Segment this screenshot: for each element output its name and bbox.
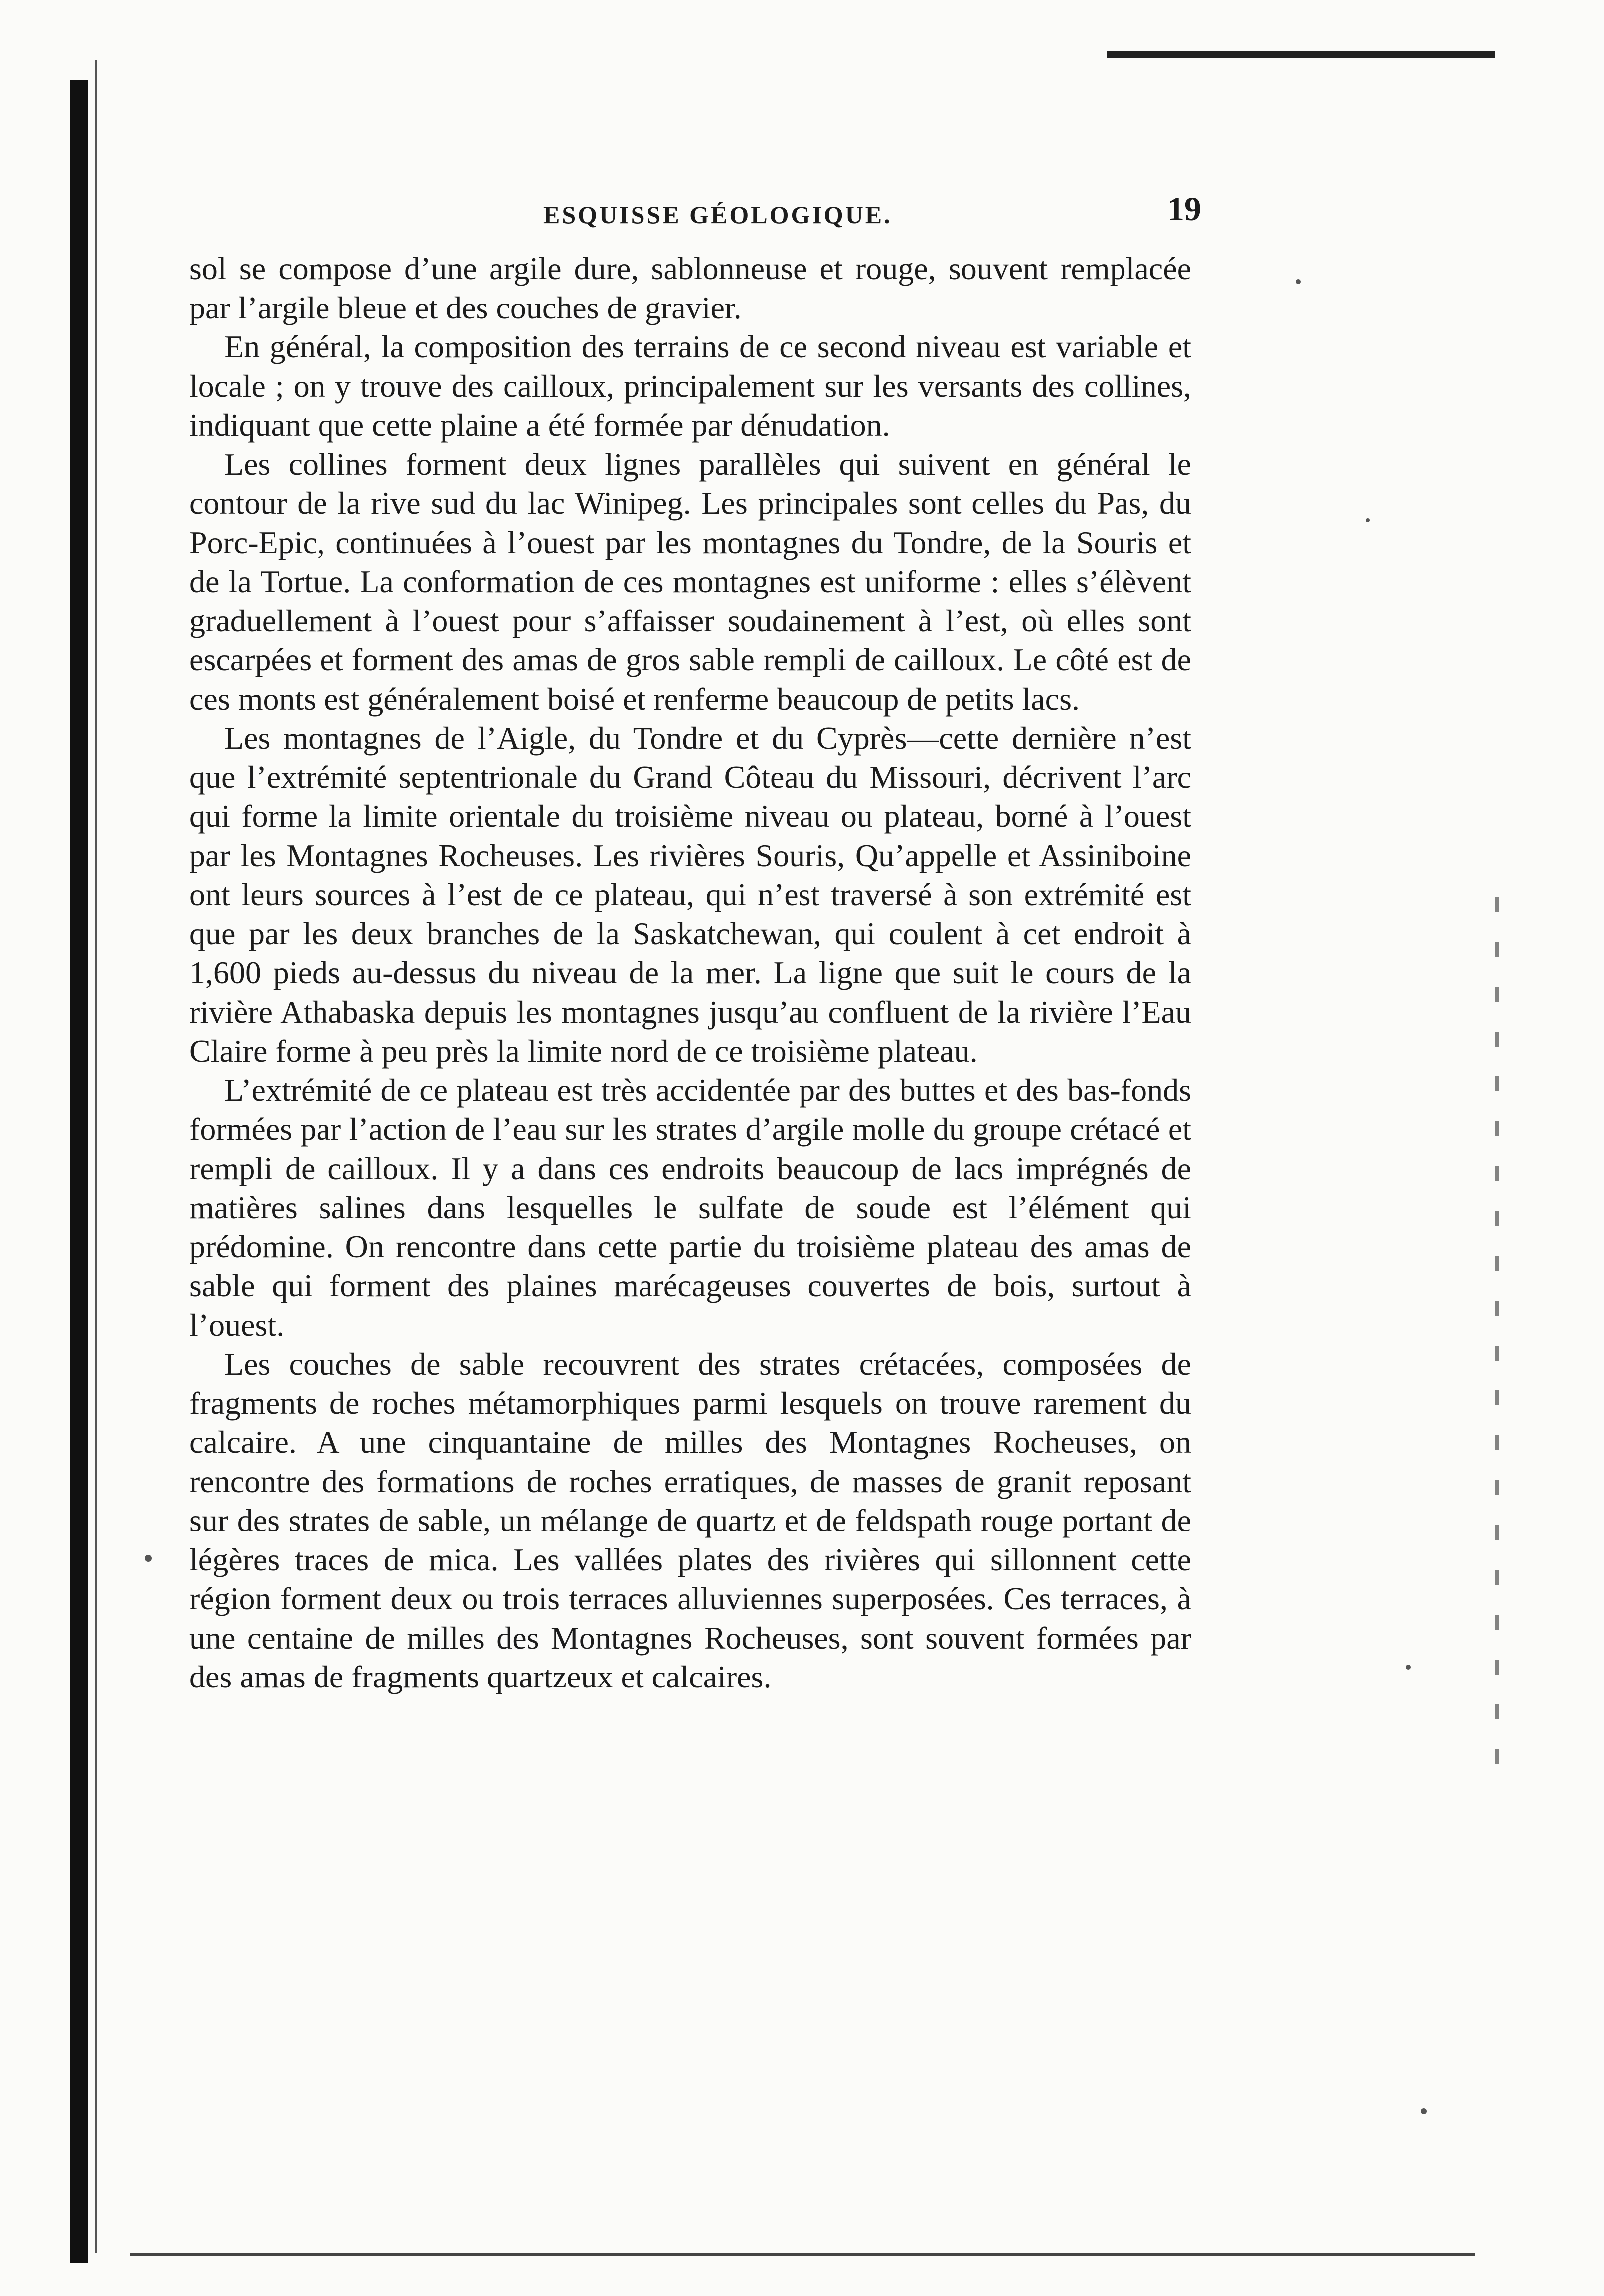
right-edge-marks [1495, 897, 1499, 1794]
speck [1406, 1665, 1411, 1670]
paragraph: sol se compose d’une argile dure, sablonneuse et rouge, souvent remplacée par l’argile bleue et des couches de gravier. [189, 251, 1191, 325]
speck [1421, 2108, 1427, 2114]
paragraph: Les couches de sable recouvrent des strates crétacées, composées de fragments de roches métamorphiques parmi lesquels on trouve rarement du calcaire. A une cinquantaine de milles des Montagnes Rocheuses, on rencontre des formations de roches erratiques, de masses de granit reposant sur des strates de sable, un mélange de quartz et de feldspath rouge portant de légères traces de mica. Les vallées plates des rivières qui sillonnent cette région forment deux ou trois terraces alluviennes superposées. Ces terraces, à une centaine de milles des Montagnes Rocheuses, sont souvent formées par des amas de fragments quartzeux et calcaires. [189, 1346, 1191, 1694]
paragraph: En général, la composition des terrains de ce second niveau est variable et locale ; on y trouve des cailloux, principalement sur les versants des collines, indiquant que cette plaine a été formée par dénudation. [189, 329, 1191, 443]
body-text [189, 249, 1191, 1697]
paragraph: L’extrémité de ce plateau est très accidentée par des buttes et des bas-fonds formées par l’action de l’eau sur les strates d’argile molle du groupe crétacé et rempli de cailloux. Il y a dans ces endroits beaucoup de lacs imprégnés de matières salines dans lesquelles le sulfate de soude est l’élément qui prédomine. On rencontre dans cette partie du troisième plateau des amas de sable qui forment des plaines marécageuses couvertes de bois, surtout à l’ouest. [189, 1072, 1191, 1343]
page-header [174, 189, 1201, 239]
paragraph: Les montagnes de l’Aigle, du Tondre et du Cyprès—cette dernière n’est que l’extrémité septentrionale du Grand Côteau du Missouri, décrivent l’arc qui forme la limite orientale du troisième niveau ou plateau, borné à l’ouest par les Montagnes Rocheuses. Les rivières Souris, Qu’appelle et Assiniboine ont leurs sources à l’est de ce plateau, qui n’est traversé à son extrémité est que par les deux branches de la Saskatchewan, qui coulent à cet endroit à 1,600 pieds au-dessus du niveau de la mer. La ligne que suit le cours de la rivière Athabaska depuis les montagnes jusqu’au confluent de la rivière l’Eau Claire forme à peu près la limite nord de ce troisième plateau. [189, 720, 1191, 1069]
speck [1366, 518, 1370, 522]
bottom-edge-rule [130, 2253, 1475, 2256]
paragraph: Les collines forment deux lignes parallèles qui suivent en général le contour de la rive sud du lac Winipeg. Les principales sont celles du Pas, du Porc-Epic, continuées à l’ouest par les montagnes du Tondre, de la Souris et de la Tortue. La conformation de ces montagnes est uniforme : elles s’élèvent graduellement à l’ouest pour s’affaisser soudainement à l’est, où elles sont escarpées et forment des amas de gros sable rempli de cailloux. Le côté est de ces monts est généralement boisé et renferme beaucoup de petits lacs. [189, 446, 1191, 717]
binding-shadow [95, 60, 97, 2253]
binding-edge [70, 80, 88, 2263]
page-number: 19 [1167, 190, 1201, 228]
speck [145, 1555, 152, 1562]
top-edge-rule [1107, 51, 1495, 58]
running-title: ESQUISSE GÉOLOGIQUE. [543, 201, 892, 229]
speck [1296, 279, 1301, 284]
